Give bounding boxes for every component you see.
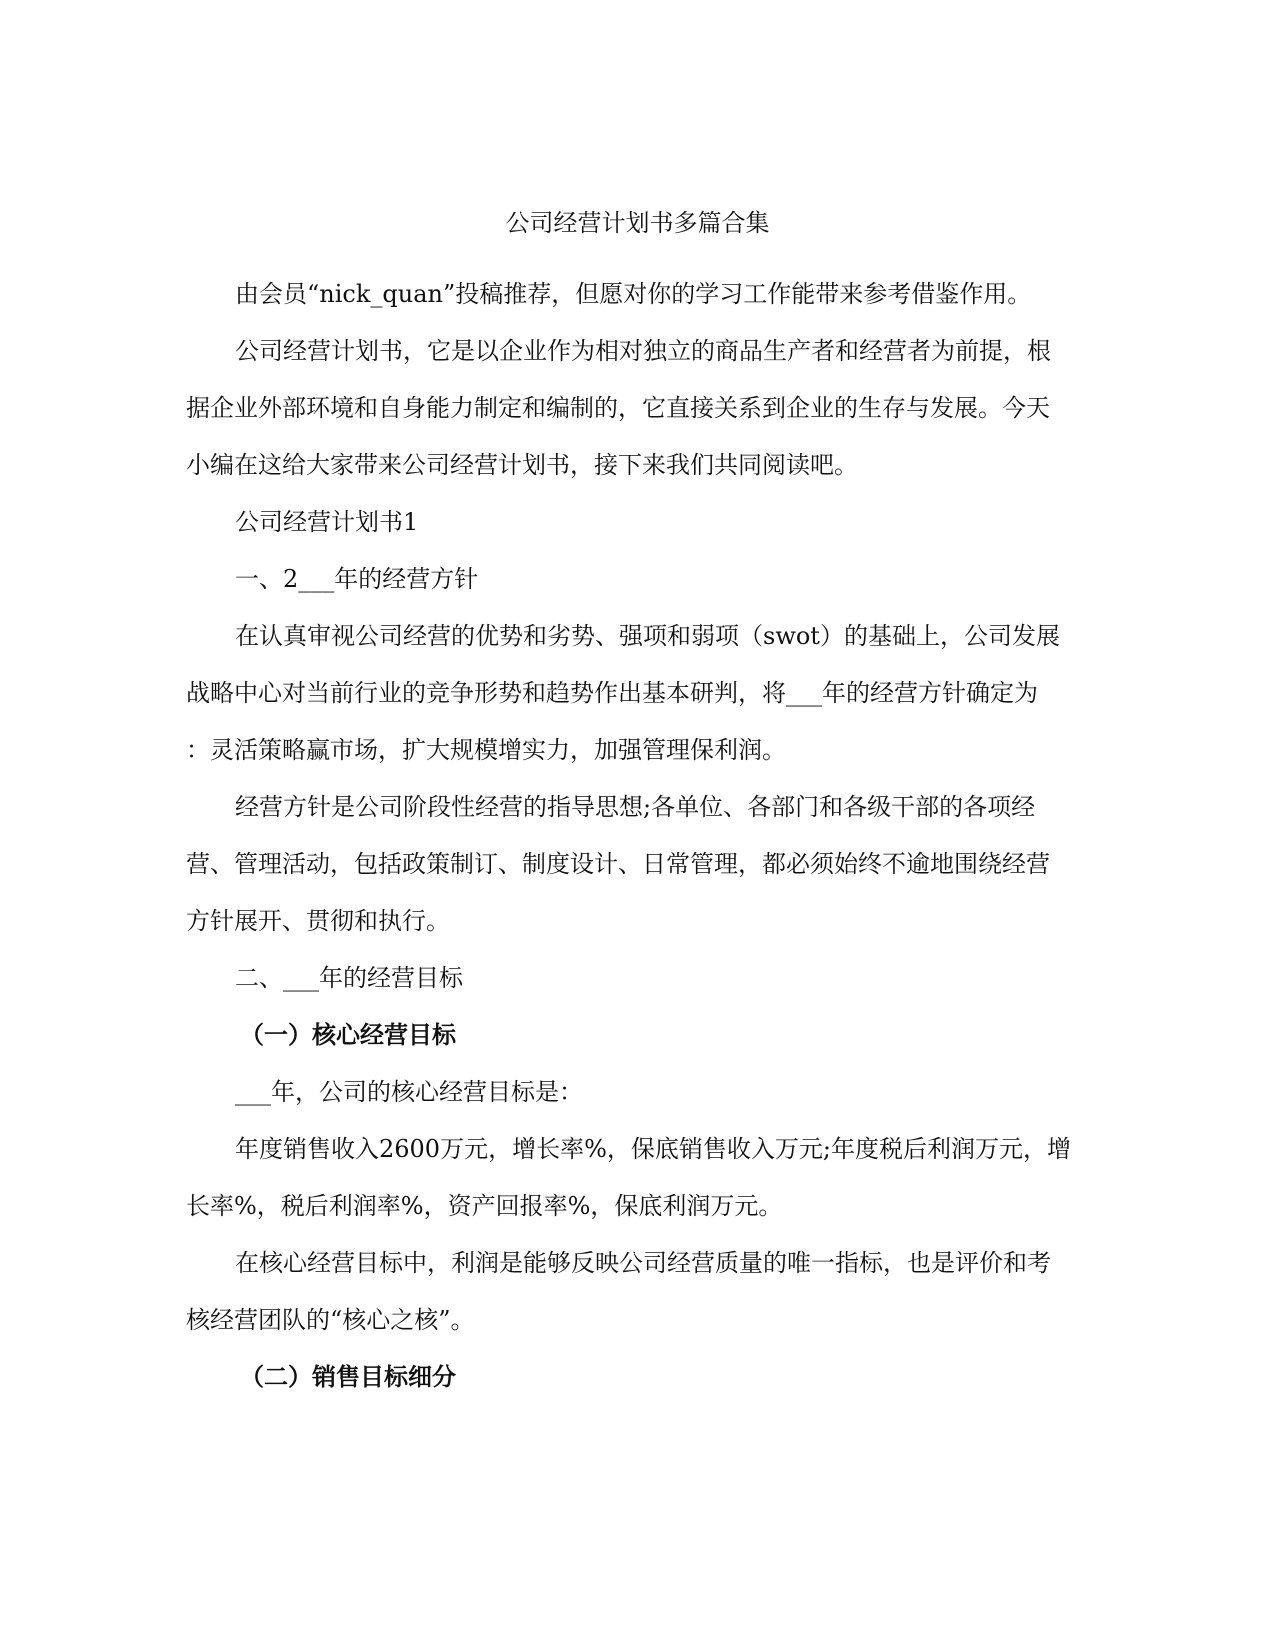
paragraph-intro: 由会员“nick_quan”投稿推荐，但愿对你的学习工作能带来参考借鉴作用。 bbox=[235, 280, 1032, 308]
paragraph-line: 经营方针是公司阶段性经营的指导思想;各单位、各部门和各级干部的各项经 bbox=[235, 793, 1036, 821]
paragraph-line: 战略中心对当前行业的竞争形势和趋势作出基本研判，将___年的经营方针确定为 bbox=[186, 679, 1038, 707]
paragraph-line: 小编在这给大家带来公司经营计划书，接下来我们共同阅读吧。 bbox=[186, 451, 858, 479]
section-heading: 公司经营计划书1 bbox=[235, 508, 419, 536]
paragraph-line: 营、管理活动，包括政策制订、制度设计、日常管理，都必须始终不逾地围绕经营 bbox=[186, 850, 1050, 878]
paragraph-line: 公司经营计划书，它是以企业作为相对独立的商品生产者和经营者为前提，根 bbox=[235, 337, 1051, 365]
document-title: 公司经营计划书多篇合集 bbox=[505, 209, 770, 237]
paragraph-line: 在认真审视公司经营的优势和劣势、强项和弱项（swot）的基础上，公司发展 bbox=[235, 622, 1060, 650]
bold-heading: （二）销售目标细分 bbox=[240, 1363, 456, 1391]
paragraph-line: ___年，公司的核心经营目标是： bbox=[235, 1078, 583, 1106]
paragraph-line: 方针展开、贯彻和执行。 bbox=[186, 907, 450, 935]
paragraph-line: ：灵活策略赢市场，扩大规模增实力，加强管理保利润。 bbox=[186, 736, 786, 764]
subsection-heading: 一、2___年的经营方针 bbox=[235, 565, 479, 593]
subsection-heading: 二、___年的经营目标 bbox=[235, 964, 463, 992]
paragraph-line: 据企业外部环境和自身能力制定和编制的，它直接关系到企业的生存与发展。今天 bbox=[186, 394, 1050, 422]
paragraph-line: 长率%，税后利润率%，资产回报率%，保底利润万元。 bbox=[186, 1192, 783, 1220]
paragraph-line: 核经营团队的“核心之核”。 bbox=[186, 1306, 475, 1334]
paragraph-line: 年度销售收入2600万元，增长率%，保底销售收入万元;年度税后利润万元，增 bbox=[235, 1135, 1071, 1163]
bold-heading: （一）核心经营目标 bbox=[240, 1021, 456, 1049]
paragraph-line: 在核心经营目标中，利润是能够反映公司经营质量的唯一指标，也是评价和考 bbox=[235, 1249, 1051, 1277]
